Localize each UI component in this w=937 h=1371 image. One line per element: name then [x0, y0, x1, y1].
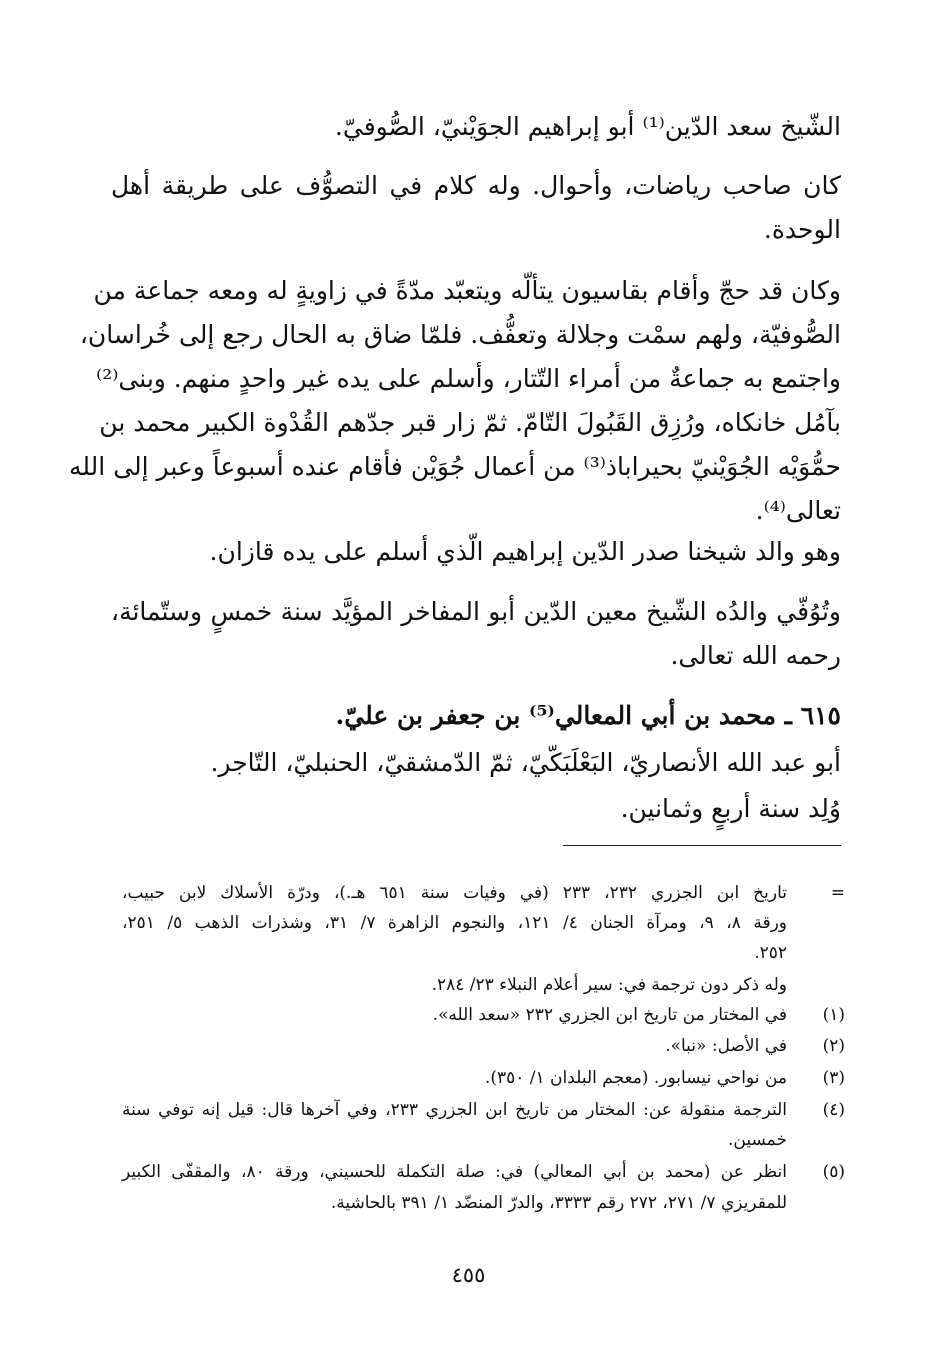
footnote-continuation-mark: = — [830, 883, 845, 903]
body-line-3: الوحدة. — [763, 215, 841, 244]
body-line-2: كان صاحب رياضات، وأحوال. وله كلام في التصوُّف على طريقة أهل — [111, 171, 841, 200]
entry-line-1: أبو عبد الله الأنصاريّ، البَعْلَبَكّيّ، ثمّ الدّمشقيّ، الحنبليّ، التّاجر. — [210, 748, 841, 777]
body-line-8: حمُّوَيْه الجُوَيْنيّ بحيراباذ⁽³⁾ من أعمال جُوَيْن فأقام عنده أسبوعاً وعبر إلى الله — [69, 452, 841, 481]
footnote-text-5-line-2: للمقريزي ٧/ ٢٧١، ٢٧٢ رقم ٣٣٣٣، والدرّ المنضّد ١/ ٣٩١ بالحاشية. — [330, 1193, 787, 1213]
footnote-continuation-line-2: ورقة ٨، ٩، ومرآة الجنان ٤/ ١٢١، والنجوم الزاهرة ٧/ ٣١، وشذرات الذهب ٥/ ٢٥١، — [122, 913, 787, 933]
footnote-rule — [563, 845, 841, 846]
body-line-11: وتُوُفّي والدُه الشّيخ معين الدّين أبو المفاخر المؤيَّد سنة خمسٍ وستّمائة، — [111, 597, 841, 626]
footnote-number-5: (٥) — [822, 1162, 845, 1182]
body-line-10: وهو والد شيخنا صدر الدّين إبراهيم الّذي أسلم على يده قازان. — [209, 537, 841, 566]
footnote-text-2: في الأصل: «نبا». — [665, 1036, 787, 1056]
body-line-7: بآمُل خانكاه، ورُزِق القَبُولَ التّامّ. ثمّ زار قبر جدّهم القُدْوة الكبير محمد بن — [99, 408, 841, 437]
footnote-number-4: (٤) — [822, 1100, 845, 1120]
footnote-continuation-line-4: وله ذكر دون ترجمة في: سير أعلام النبلاء ٢٣/ ٢٨٤. — [431, 975, 787, 995]
body-line-4: وكان قد حجّ وأقام بقاسيون يتألّه ويتعبّد مدّةً في زاويةٍ له ومعه جماعة من — [93, 276, 841, 305]
footnote-text-1: في المختار من تاريخ ابن الجزري ٢٣٢ «سعد الله». — [432, 1005, 787, 1025]
body-line-12: رحمه الله تعالى. — [670, 641, 841, 670]
footnote-continuation-line-3: ٢٥٢. — [754, 943, 787, 963]
footnote-number-3: (٣) — [822, 1068, 845, 1088]
footnote-text-5-line-1: انظر عن (محمد بن أبي المعالي) في: صلة التكملة للحسيني، ورقة ٨٠، والمقفّى الكبير — [122, 1162, 787, 1182]
footnote-text-3: من نواحي نيسابور. (معجم البلدان ١/ ٣٥٠). — [484, 1068, 787, 1088]
body-line-1: الشّيخ سعد الدّين⁽¹⁾ أبو إبراهيم الجوَيْنيّ، الصُّوفيّ. — [334, 112, 841, 141]
body-line-5: الصُّوفيّة، ولهم سمْت وجلالة وتعفُّف. فلمّا ضاق به الحال رجع إلى خُراسان، — [79, 320, 841, 349]
body-line-6: واجتمع به جماعةٌ من أمراء التّتار، وأسلم على يده غير واحدٍ منهم. وبنى⁽²⁾ — [96, 364, 841, 393]
footnote-number-1: (١) — [822, 1005, 845, 1025]
footnote-text-4-line-2: خمسين. — [728, 1130, 787, 1150]
body-line-9: تعالى⁽⁴⁾. — [755, 496, 841, 525]
page-number: ٤٥٥ — [451, 1263, 486, 1287]
entry-line-2: وُلِد سنة أربعٍ وثمانين. — [620, 794, 841, 823]
entry-heading: ٦١٥ ـ محمد بن أبي المعالي⁽⁵⁾ بن جعفر بن عليّ. — [335, 701, 841, 730]
footnote-text-4-line-1: الترجمة منقولة عن: المختار من تاريخ ابن الجزري ٢٣٣، وفي آخرها قال: قيل إنه توفي سنة — [122, 1100, 787, 1120]
footnote-number-2: (٢) — [822, 1036, 845, 1056]
footnote-continuation-line-1: تاريخ ابن الجزري ٢٣٢، ٢٣٣ (في وفيات سنة ٦٥١ هـ.)، ودرّة الأسلاك لابن حبيب، — [122, 883, 787, 903]
